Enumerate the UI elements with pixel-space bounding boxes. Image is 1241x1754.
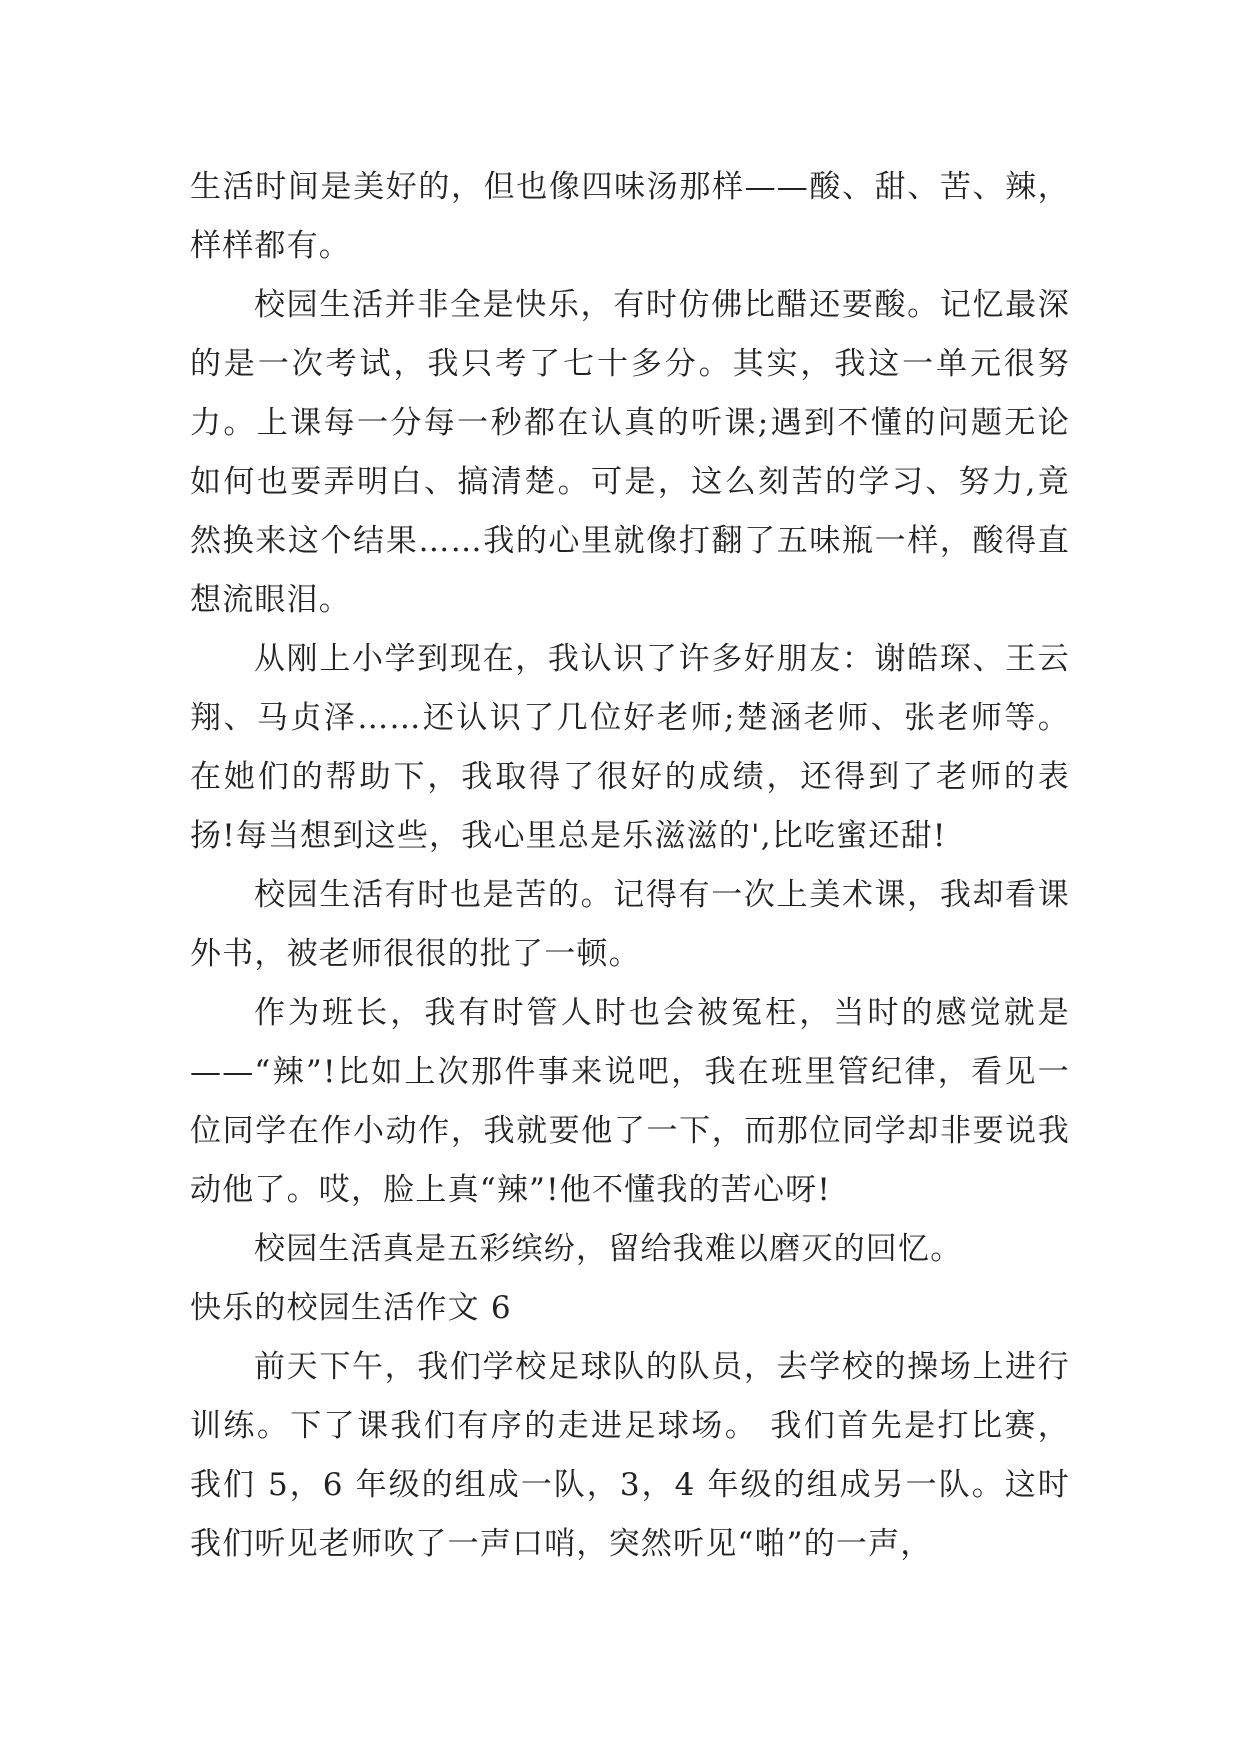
paragraph-football: 前天下午，我们学校足球队的队员，去学校的操场上进行训练。下了课我们有序的走进足球场。 我们首先是打比赛，我们 5，6 年级的组成一队，3，4 年级的组成另一队。这时我们听见老师吹了一声口哨，突然听见“啪”的一声， bbox=[190, 1349, 1070, 1562]
paragraph-bitter: 校园生活有时也是苦的。记得有一次上美术课，我却看课外书，被老师很很的批了一顿。 bbox=[190, 877, 1070, 972]
section-heading: 快乐的校园生活作文 6 bbox=[190, 1290, 512, 1326]
paragraph-spicy: 作为班长，我有时管人时也会被冤枉，当时的感觉就是——“辣”!比如上次那件事来说吧，我在班里管纪律，看见一位同学在作小动作，我就要他了一下，而那位同学却非要说我动他了。哎，脸上真“辣”!他不懂我的苦心呀! bbox=[190, 995, 1070, 1208]
paragraph-sweet: 从刚上小学到现在，我认识了许多好朋友：谢皓琛、王云翔、马贞泽……还认识了几位好老师;楚涵老师、张老师等。在她们的帮助下，我取得了很好的成绩，还得到了老师的表扬!每当想到这些，我心里总是乐滋滋的',比吃蜜还甜! bbox=[190, 641, 1070, 854]
paragraph-intro: 生活时间是美好的，但也像四味汤那样——酸、甜、苦、辣，样样都有。 bbox=[190, 169, 1070, 264]
paragraph-sour: 校园生活并非全是快乐，有时仿佛比醋还要酸。记忆最深的是一次考试，我只考了七十多分。其实，我这一单元很努力。上课每一分每一秒都在认真的听课;遇到不懂的问题无论如何也要弄明白、搞清楚。可是，这么刻苦的学习、努力,竟然换来这个结果……我的心里就像打翻了五味瓶一样，酸得直想流眼泪。 bbox=[190, 287, 1070, 618]
paragraph-conclusion: 校园生活真是五彩缤纷，留给我难以磨灭的回忆。 bbox=[254, 1231, 963, 1267]
document-body bbox=[190, 158, 1070, 1574]
